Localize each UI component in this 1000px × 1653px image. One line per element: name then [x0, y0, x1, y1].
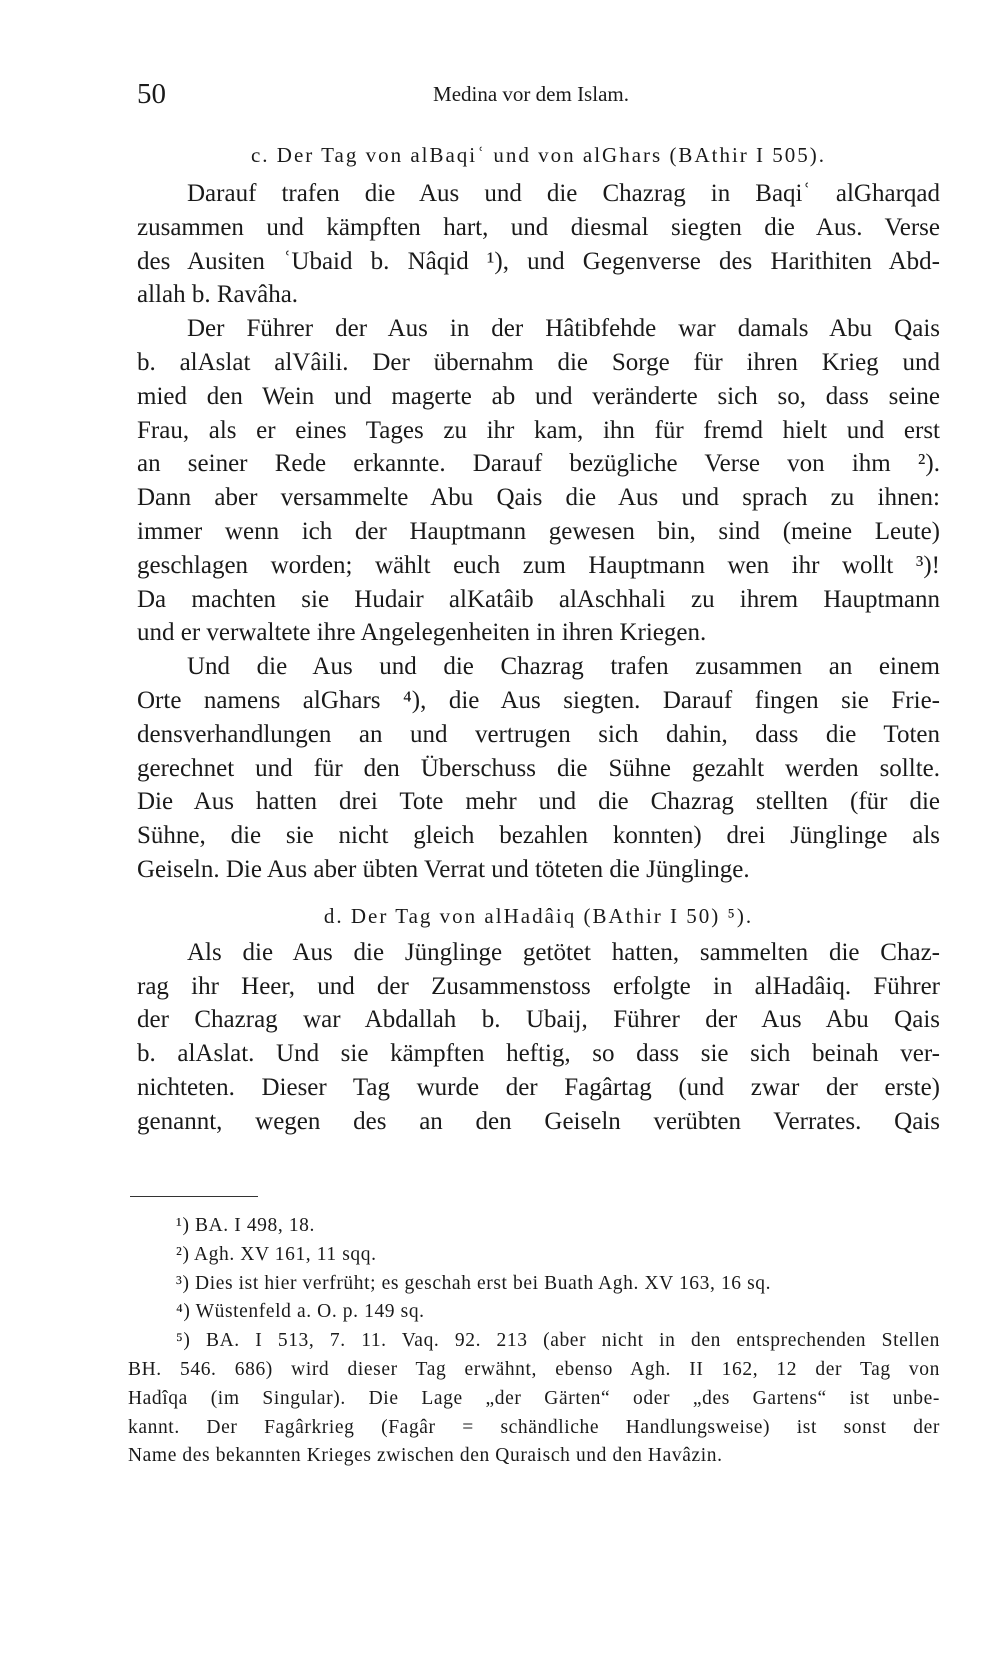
- text-line: des Ausiten ʿUbaid b. Nâqid ¹), und Gegenverse des Harithiten Abd-: [137, 247, 940, 275]
- text-line: Orte namens alGhars ⁴), die Aus siegten. Darauf fingen sie Frie-: [137, 686, 940, 714]
- text-line: allah b. Ravâha.: [137, 281, 299, 309]
- footnote: ³) Dies ist hier verfrüht; es geschah erst bei Buath Agh. XV 163, 16 sq.: [176, 1272, 772, 1294]
- text-line: genannt, wegen des an den Geiseln verübten Verrates. Qais: [137, 1107, 940, 1135]
- body-text: [137, 138, 940, 1139]
- footnote-continuation: Name des bekannten Krieges zwischen den Quraisch und den Havâzin.: [128, 1445, 723, 1467]
- text-line: Der Führer der Aus in der Hâtibfehde war damals Abu Qais: [187, 315, 940, 343]
- footnote: ⁵) BA. I 513, 7. 11. Vaq. 92. 213 (aber nicht in den entsprechenden Stellen: [176, 1330, 940, 1352]
- footnote: ²) Agh. XV 161, 11 sqq.: [176, 1243, 377, 1265]
- footnote-continuation: kannt. Der Fagârkrieg (Fagâr = schändliche Handlungsweise) ist sonst der: [128, 1416, 940, 1438]
- text-line: Darauf trafen die Aus und die Chazrag in Baqiʿ alGharqad: [187, 180, 940, 207]
- text-line: densverhandlungen an und vertrugen sich dahin, dass die Toten: [137, 720, 940, 748]
- section-heading-c: c. Der Tag von alBaqiʿ und von alGhars (BAthir I 505).: [250, 143, 827, 167]
- running-title: Medina vor dem Islam.: [433, 82, 629, 106]
- text-line: Sühne, die sie nicht gleich bezahlen konnten) drei Jünglinge als: [137, 822, 940, 850]
- text-line: Die Aus hatten drei Tote mehr und die Chazrag stellten (für die: [137, 788, 940, 816]
- text-line: geschlagen worden; wählt euch zum Hauptmann wen ihr wollt ³)!: [137, 551, 940, 579]
- page-number: 50: [137, 78, 166, 110]
- text-line: immer wenn ich der Hauptmann gewesen bin, sind (meine Leute): [137, 517, 940, 545]
- text-line: zusammen und kämpften hart, und diesmal siegten die Aus. Verse: [137, 213, 940, 241]
- text-line: Und die Aus und die Chazrag trafen zusammen an einem: [187, 653, 940, 681]
- text-line: Geiseln. Die Aus aber übten Verrat und töteten die Jünglinge.: [137, 855, 750, 883]
- footnotes: [128, 1212, 940, 1471]
- text-line: der Chazrag war Abdallah b. Ubaij, Führer der Aus Abu Qais: [137, 1006, 940, 1034]
- text-line: Dann aber versammelte Abu Qais die Aus und sprach zu ihnen:: [137, 484, 940, 512]
- text-line: Da machten sie Hudair alKatâib alAschhali zu ihrem Hauptmann: [137, 585, 940, 613]
- footnote: ¹) BA. I 498, 18.: [176, 1215, 315, 1236]
- text-line: mied den Wein und magerte ab und veränderte sich so, dass seine: [137, 382, 940, 410]
- text-line: und er verwaltete ihre Angelegenheiten in ihren Kriegen.: [137, 619, 707, 647]
- text-line: rag ihr Heer, und der Zusammenstoss erfolgte in alHadâiq. Führer: [137, 972, 940, 1000]
- text-line: Frau, als er eines Tages zu ihr kam, ihn für fremd hielt und erst: [137, 416, 940, 444]
- text-line: gerechnet und für den Überschuss die Sühne gezahlt werden sollte.: [137, 754, 940, 782]
- footnote-continuation: BH. 546. 686) wird dieser Tag erwähnt, ebenso Agh. II 162, 12 der Tag von: [128, 1358, 940, 1380]
- footnote-rule: [130, 1196, 258, 1197]
- footnote-continuation: Hadîqa (im Singular). Die Lage „der Gärten“ oder „des Gartens“ ist unbe-: [128, 1387, 940, 1409]
- text-line: nichteten. Dieser Tag wurde der Fagârtag (und zwar der erste): [137, 1073, 940, 1101]
- text-line: b. alAslat. Und sie kämpften heftig, so dass sie sich beinah ver-: [137, 1040, 940, 1068]
- page-header: [137, 78, 925, 112]
- text-line: b. alAslat alVâili. Der übernahm die Sorge für ihren Krieg und: [137, 348, 940, 376]
- section-heading-d: d. Der Tag von alHadâiq (BAthir I 50) ⁵).: [323, 903, 754, 928]
- text-line: Als die Aus die Jünglinge getötet hatten, sammelten die Chaz-: [187, 938, 940, 966]
- footnote: ⁴) Wüstenfeld a. O. p. 149 sq.: [176, 1301, 425, 1323]
- text-line: an seiner Rede erkannte. Darauf bezügliche Verse von ihm ²).: [137, 450, 940, 478]
